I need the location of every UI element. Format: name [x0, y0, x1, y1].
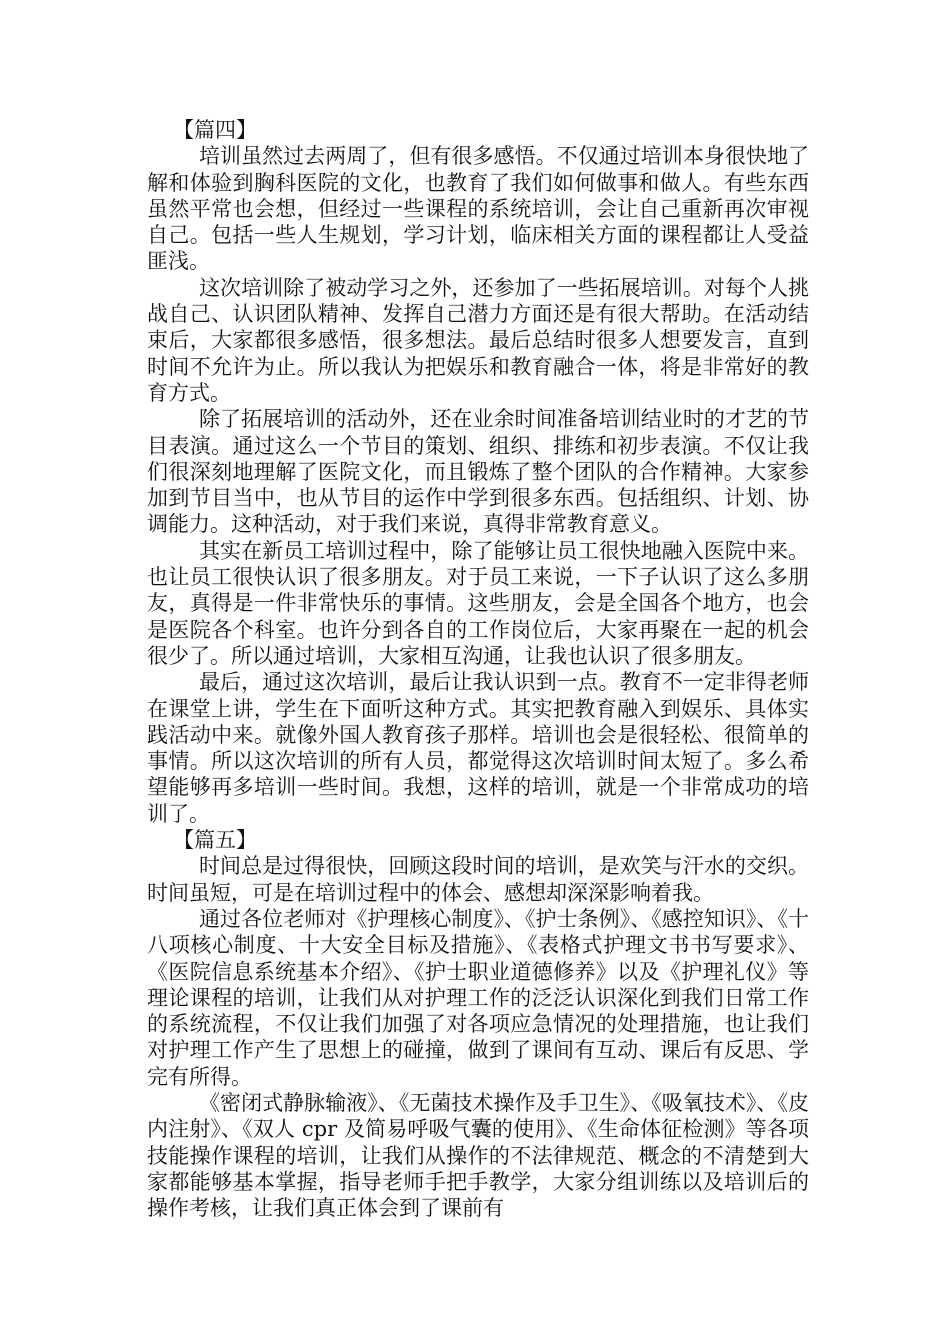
section-heading-5: 【篇五】	[173, 828, 257, 853]
paragraph: 除了拓展培训的活动外，还在业余时间准备培训结业时的才艺的节目表演。通过这么一个节目的策划、组织、排练和初步表演。不仅让我们很深刻地理解了医院文化，而且锻炼了整个团队的合作精神。大家参加到节目当中，也从节目的运作中学到很多东西。包括组织、计划、协调能力。这种活动，对于我们来说，真得非常教育意义。	[147, 407, 809, 537]
paragraph: 这次培训除了被动学习之外，还参加了一些拓展培训。对每个人挑战自己、认识团队精神、发挥自己潜力方面还是有很大帮助。在活动结束后，大家都很多感悟，很多想法。最后总结时很多人想要发言，直到时间不允许为止。所以我认为把娱乐和教育融合一体，将是非常好的教育方式。	[147, 275, 809, 405]
paragraph: 通过各位老师对《护理核心制度》、《护士条例》、《感控知识》、《十八项核心制度、十大安全目标及措施》、《表格式护理文书书写要求》、《医院信息系统基本介绍》、《护士职业道德修养》以及《护理礼仪》等理论课程的培训，让我们从对护理工作的泛泛认识深化到我们日常工作的系统流程，不仅让我们加强了对各项应急情况的处理措施，也让我们对护理工作产生了思想上的碰撞，做到了课间有互动、课后有反思、学完有所得。	[147, 906, 809, 1089]
paragraph: 最后，通过这次培训，最后让我认识到一点。教育不一定非得老师在课堂上讲，学生在下面听这种方式。其实把教育融入到娱乐、具体实践活动中来。就像外国人教育孩子那样。培训也会是很轻松、很简单的事情。所以这次培训的所有人员，都觉得这次培训时间太短了。多么希望能够再多培训一些时间。我想，这样的培训，就是一个非常成功的培训了。	[147, 670, 809, 826]
paragraph: 培训虽然过去两周了，但有很多感悟。不仅通过培训本身很快地了解和体验到胸科医院的文化，也教育了我们如何做事和做人。有些东西虽然平常也会想，但经过一些课程的系统培训，会让自己重新再次审视自己。包括一些人生规划，学习计划，临床相关方面的课程都让人受益匪浅。	[147, 144, 809, 274]
paragraph: 时间总是过得很快，回顾这段时间的培训，是欢笑与汗水的交织。时间虽短，可是在培训过程中的体会、感想却深深影响着我。	[147, 854, 809, 905]
section-heading-4: 【篇四】	[173, 118, 257, 142]
paragraph: 《密闭式静脉输液》、《无菌技术操作及手卫生》、《吸氧技术》、《皮内注射》、《双人 cpr 及简易呼吸气囊的使用》、《生命体征检测》等各项技能操作课程的培训，让我们从操作的不法律规范、概念的不清楚到大家都能够基本掌握，指导老师手把手教学，大家分组训练以及培训后的操作考核，让我们真正体会到了课前有	[147, 1090, 809, 1221]
document-page	[147, 117, 809, 1221]
paragraph: 其实在新员工培训过程中，除了能够让员工很快地融入医院中来。也让员工很快认识了很多朋友。对于员工来说，一下子认识了这么多朋友，真得是一件非常快乐的事情。这些朋友，会是全国各个地方，也会是医院各个科室。也许分到各自的工作岗位后，大家再聚在一起的机会很少了。所以通过培训，大家相互沟通，让我也认识了很多朋友。	[147, 538, 809, 668]
